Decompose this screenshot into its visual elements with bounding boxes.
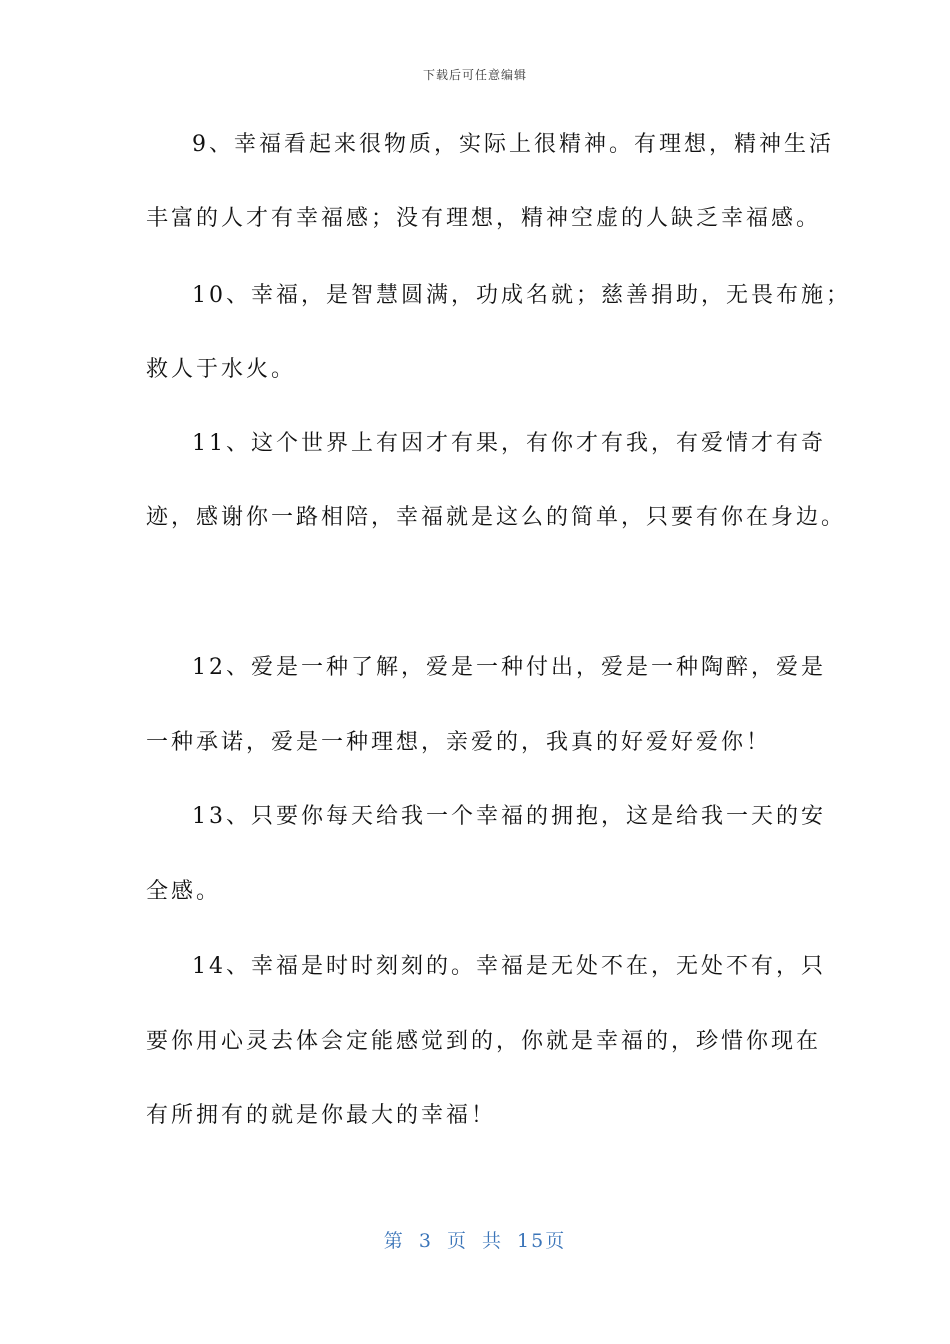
- paragraph-14-line-1: 14、幸福是时时刻刻的。幸福是无处不在，无处不有，只: [192, 954, 826, 979]
- paragraph-13-line-2: 全感。: [146, 879, 222, 904]
- paragraph-11-line-1: 11、这个世界上有因才有果，有你才有我，有爱情才有奇: [192, 431, 826, 456]
- paragraph-11-line-2: 迹，感谢你一路相陪，幸福就是这么的简单，只要有你在身边。: [146, 505, 847, 530]
- footer-suffix: 页: [545, 1230, 567, 1252]
- paragraph-12-line-1: 12、爱是一种了解，爱是一种付出，爱是一种陶醉，爱是: [192, 655, 826, 680]
- paragraph-9-line-2: 丰富的人才有幸福感；没有理想，精神空虚的人缺乏幸福感。: [146, 206, 822, 231]
- paragraph-14-line-3: 有所拥有的就是你最大的幸福！: [146, 1103, 497, 1128]
- paragraph-13-line-1: 13、只要你每天给我一个幸福的拥抱，这是给我一天的安: [192, 804, 826, 829]
- footer-current-page: 3: [418, 1230, 433, 1252]
- footer-total-pages: 15: [517, 1230, 546, 1252]
- paragraph-10-line-1: 10、幸福，是智慧圆满，功成名就；慈善捐助，无畏布施；: [192, 283, 851, 308]
- footer-middle: 页 共: [446, 1230, 503, 1252]
- footer-prefix: 第: [383, 1230, 405, 1252]
- paragraph-10-line-2: 救人于水火。: [146, 357, 297, 382]
- paragraph-14-line-2: 要你用心灵去体会定能感觉到的，你就是幸福的，珍惜你现在: [146, 1029, 822, 1054]
- paragraph-9-line-1: 9、幸福看起来很物质，实际上很精神。有理想，精神生活: [192, 132, 834, 157]
- header-note: 下载后可任意编辑: [422, 68, 527, 82]
- page-number-footer: [0, 1226, 950, 1253]
- paragraph-12-line-2: 一种承诺，爱是一种理想，亲爱的，我真的好爱好爱你！: [146, 730, 772, 755]
